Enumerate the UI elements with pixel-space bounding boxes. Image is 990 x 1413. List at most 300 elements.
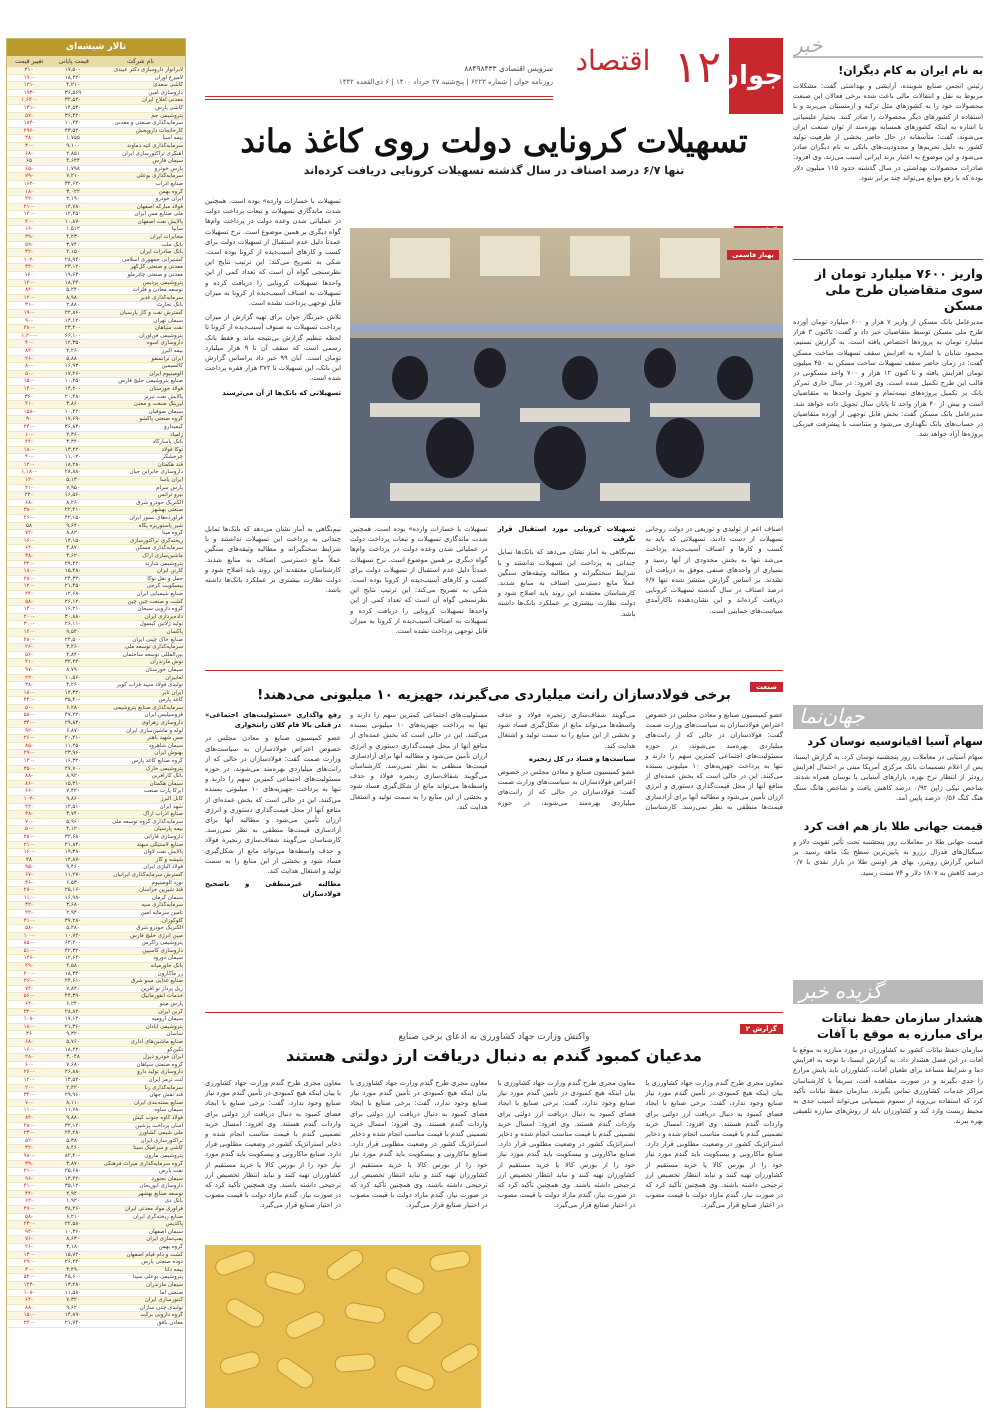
stock-change: -۴۱	[25, 401, 33, 408]
stock-price: ۱۰,۷۲۰	[64, 932, 82, 939]
stock-change: -۲۰۰	[23, 970, 35, 977]
stock-row	[7, 1009, 185, 1017]
stock-name: قند شیرین خراسان	[139, 887, 183, 894]
story2-body-text: عضو کمیسیون صنایع و معادن مجلس در خصوص اعتراض فولادسازان به سیاست‌های وزارت صمت گفت: فولادسازان در حالی که از رانت‌های میلیاردی بهره‌مند می‌شوند، در حوزه مسئولیت‌های اجتماعی کمترین سهم را دارند و تنها به پرداخت جهیزیه‌های ۱۰ میلیونی بسنده می‌کنند. این در حالی است که بخش عمده‌ای از منافع آنها از محل قیمت‌گذاری دستوری و انرژی ارزان تأمین می‌شود و مطالبه آنها برای آزادسازی قیمت‌ها منطقی به نظر نمی‌رسد. کارشناسان می‌گویند شفاف‌سازی زنجیره فولاد و حذف واسطه‌ها می‌تواند مانع از شکل‌گیری فساد شود و بخشی از این منابع را به سمت تولید و اشتغال هدایت کند.	[497, 711, 783, 811]
stock-price: ۲,۱۵۰	[66, 249, 80, 256]
stock-row	[7, 1130, 185, 1138]
page-number: ۱۲	[673, 42, 721, 93]
stock-change: -۹۷	[25, 666, 33, 673]
stock-change: ۶۵	[26, 158, 32, 165]
stock-name: سرمایه‌گذاری صنعتی و معدنی	[114, 120, 183, 127]
story2-sub1: رفع واگذاری «مسئولیت‌های اجتماعی» در قبلی بالا فام کلان رانتخواری	[205, 711, 341, 730]
stock-name: سیمان تهران	[153, 317, 183, 324]
stock-name: سیمان فارس	[152, 158, 183, 165]
stock-row	[7, 576, 185, 584]
stock-change: -۴۹	[25, 963, 33, 970]
stock-name: صنعتی بهشهر	[151, 507, 183, 514]
stock-row	[7, 1274, 185, 1282]
stock-name: پالایش نفت تبریز	[144, 393, 183, 400]
stock-change: -۳۸	[25, 682, 33, 689]
stock-change: -۱۰۸	[23, 1289, 35, 1296]
sidebar-report-head: گزیده خبر	[793, 980, 983, 1004]
stock-change: -۱۰۰	[23, 932, 35, 939]
stock-name: توسعه صنایع بهشهر	[137, 1190, 183, 1197]
stock-change: -۳۲	[25, 249, 33, 256]
stock-name: گلوکوزان	[162, 917, 183, 924]
stock-name: پتروشیمی فن‌آوران	[139, 332, 183, 339]
stock-price: ۲۳,۴۰۰	[64, 325, 82, 332]
stock-name: لامیرغ آوران	[154, 74, 183, 81]
story3-tag-label: گزارش ۲	[740, 1024, 783, 1034]
stock-row	[7, 485, 185, 493]
lead-body-4: نیم‌نگاهی به آمار نشان می‌دهد که بانک‌ها تمایل چندانی به پرداخت این تسهیلات نداشتند و با شرایط سختگیرانه و مطالبه وثیقه‌های سنگین عملاً مانع دسترسی اصناف به منابع شدند. کارشناسان معتقدند این روند باید اصلاح شود و دولت نظارت بیشتری بر عملکرد بانک‌ها داشته باشد.	[497, 548, 636, 618]
stock-row	[7, 697, 185, 705]
stock-change: -۴۴	[25, 439, 33, 446]
lead-subhead-2: تسهیلات کرونایی مورد استقبال قرار نگرفت	[497, 525, 636, 544]
stock-name: شهد ایران	[159, 803, 183, 810]
stock-price: ۲۶,۱۱۰	[64, 621, 82, 628]
stock-price: ۱۳,۲۸۰	[64, 1282, 82, 1288]
stock-name: صنعتی آما	[159, 1289, 183, 1296]
stock-row	[7, 219, 185, 227]
stock-price: ۲۶,۸۸۰	[64, 1069, 82, 1076]
stock-name: پتروشیمی آبادان	[145, 1023, 183, 1030]
photo-credit-label: بهناز قاسمی	[727, 250, 779, 260]
stock-name: صنایع آذرآب	[155, 180, 183, 187]
stock-row	[7, 272, 185, 280]
stock-row	[7, 120, 185, 128]
stock-change: -۱۶۰	[23, 537, 35, 544]
sidebar-item-3-title: سهام آسیا اقیانوسیه نوسان کرد	[807, 735, 983, 748]
stock-change: -۲۲۰	[23, 1319, 35, 1326]
stock-price: ۱۶,۲۱۰	[64, 606, 82, 613]
stock-change: -۱۳۰	[23, 1251, 35, 1258]
story3-left-column	[205, 1078, 341, 1238]
stock-name: سرمایه‌گذاری توسعه ملی	[124, 644, 183, 651]
stock-name: صنایع خاک چینی ایران	[132, 636, 183, 643]
stock-change: -۱۲۰	[23, 279, 35, 286]
stock-name: سرمایه‌گذاری مسکن	[135, 545, 183, 552]
stock-name: گروه مپنا	[162, 530, 183, 537]
stock-change: -۲۰	[25, 1084, 33, 1091]
stock-row	[7, 545, 185, 553]
stock-row	[7, 1100, 185, 1108]
stock-name: بانک کارآفرین	[151, 773, 183, 780]
stock-price: ۱۱,۷۸۰	[64, 1107, 82, 1114]
stock-price: ۱۵,۳۱۰	[64, 780, 82, 787]
stock-row	[7, 363, 185, 371]
stock-price: ۸,۹۸۰	[66, 294, 80, 301]
stock-price: ۱۲,۳۵۰	[64, 340, 82, 347]
stock-row	[7, 1016, 185, 1024]
stock-price: ۵,۲۴۰	[66, 287, 80, 294]
stock-price: ۷,۲۱۰	[66, 173, 80, 180]
stock-price: ۱۶,۹۳۰	[64, 363, 82, 370]
stock-price: ۱۲,۶۸۰	[64, 590, 82, 597]
stock-name: پتروشیمی جم	[151, 112, 183, 119]
stock-price: ۳۲,۲۴۰	[64, 659, 82, 666]
stock-price: ۲۶,۱۲۰	[64, 598, 82, 605]
stock-price: ۱۱,۵۸۰	[64, 1289, 82, 1296]
stock-change: -۵۸	[25, 1213, 33, 1220]
stock-name: پاکدیس	[165, 1221, 183, 1228]
stock-name: سرمایه‌گذاری غدیر	[140, 294, 183, 301]
stock-change: -۹۲	[25, 727, 33, 734]
stock-change: ۱۶۰	[24, 272, 34, 279]
stock-price: ۷,۸۴۰	[66, 985, 80, 992]
sidebar-item-4-body: قیمت جهانی طلا در معاملات روز پنجشنبه تحت تأثیر تقویت دلار و سیگنال‌های فدرال رزرو به پایین‌ترین سطح یک ماهه رسید. بر اساس گزارش رویترز، بهای هر اونس طلا در بازار نقدی با ۰/۷ درصد کاهش به ۱۸۰۷ دلار و ۷۴ سنت رسید.	[793, 838, 983, 877]
stock-change: -۶۴	[25, 1297, 33, 1304]
stock-change: -۱۱۰	[23, 894, 35, 901]
stock-price: ۳۴,۶۲۰	[64, 180, 82, 187]
stock-name: ایران یاسا	[160, 477, 183, 484]
stock-change: -۳۴۰	[23, 1092, 35, 1099]
stock-change: -۶۴	[25, 1001, 33, 1008]
stock-change: -۴۰	[25, 218, 33, 225]
stock-price: ۱۱,۰۲۰	[64, 454, 82, 461]
issue-info: روزنامه جوان | شماره ۶۲۲۳ | پنج‌شنبه ۲۷ خرداد ۱۴۰۰ | ۶ ذی‌القعده ۱۴۴۲	[338, 78, 553, 86]
stock-price: ۲۰,۴۱۰	[64, 735, 82, 742]
stock-name: پالایش نفت لاوان	[143, 849, 183, 856]
stock-change: ۹۰	[26, 416, 32, 423]
stock-name: لنت ترمز ایران	[148, 1076, 183, 1083]
stock-row	[7, 310, 185, 318]
stock-row	[7, 583, 185, 591]
stock-price: ۲۴,۵۰۰	[64, 636, 82, 643]
stock-price: ۷,۹۵۰	[66, 484, 80, 491]
stock-row	[7, 204, 185, 212]
stock-name: سیمان شاهرود	[148, 742, 183, 749]
stock-price: ۸,۱۱۰	[66, 1099, 80, 1106]
stock-name: پالایش نفت اصفهان	[137, 218, 183, 225]
stock-price: ۱,۷۵۵	[66, 135, 80, 142]
stock-change: -۸۵	[25, 742, 33, 749]
stock-name: کاغذ پارس	[158, 697, 183, 704]
stock-row	[7, 394, 185, 402]
stock-row	[7, 834, 185, 842]
stock-row	[7, 166, 185, 174]
lead-subtitle: تنها ۶/۷ درصد اصناف در سال گذشته تسهیلات کرونایی دریافت کرده‌اند	[303, 164, 685, 177]
stock-price: ۴,۲۶۰	[66, 347, 80, 354]
stock-name: حمل و نقل توکا	[147, 575, 183, 582]
stock-change: -۱۵۸	[23, 408, 35, 415]
stock-row	[7, 667, 185, 675]
stock-price: ۱۸,۳۴۰	[64, 970, 82, 977]
stock-change: -۱,۱۸۰	[21, 469, 37, 476]
factory-photo	[350, 228, 783, 518]
stock-col-name: نام شرکت	[126, 58, 155, 65]
photo-credit	[727, 242, 779, 261]
stock-row	[7, 720, 185, 728]
stock-table-title: تالار شیشه‌ای	[7, 39, 185, 56]
stock-row	[7, 1252, 185, 1260]
stock-name: گروه صنایع کاغذ پارس	[131, 758, 183, 765]
stock-change: -۴۱	[25, 659, 33, 666]
stock-change: -۳۰۰	[23, 621, 35, 628]
stock-name: کارخانجات داروپخش	[135, 127, 183, 134]
stock-row	[7, 682, 185, 690]
stock-row	[7, 189, 185, 197]
stock-name: پارس مینو	[159, 1001, 183, 1008]
stock-row	[7, 325, 185, 333]
stock-name: فولاد کاوه جنوب کیش	[132, 1114, 183, 1121]
stock-name: صنایع ماشین‌های اداری	[130, 1039, 183, 1045]
sidebar-item-5-title: هشدار سازمان حفظ نباتات برای مبارزه به موقع با آفات	[816, 1011, 983, 1041]
stock-price: ۱۷,۲۶۰	[64, 370, 82, 377]
stock-name: کشت و دام قیام اصفهان	[126, 1251, 183, 1258]
stock-change: -۴۱	[25, 484, 33, 491]
stock-price: ۱۴,۸۷۰	[64, 856, 82, 863]
stock-change: -۴۰	[25, 340, 33, 347]
stock-name: سیمان بجنورد	[151, 1175, 183, 1182]
stock-change: -۴۸۰	[23, 636, 35, 643]
stock-price: ۲۱,۷۴۰	[64, 1319, 82, 1326]
stock-name: نیرو ترانس	[157, 492, 183, 499]
masthead-rule	[205, 96, 553, 100]
stock-row	[7, 151, 185, 159]
stock-price: ۷,۶۸۰	[66, 1061, 80, 1068]
stock-row	[7, 621, 185, 629]
stock-row	[7, 90, 185, 98]
stock-change: -۳۸	[25, 135, 33, 142]
stock-change: ۲۲۰	[24, 492, 34, 499]
stock-name: لابراتوار داروسازی دکتر عبیدی	[113, 67, 183, 73]
stock-price: ۲۹,۹۶۰	[64, 1092, 82, 1099]
stock-table-body	[7, 67, 185, 1328]
stock-row	[7, 712, 185, 720]
story2-headline: برخی فولادسازان رانت میلیاردی می‌گیرند، جهیزیه ۱۰ میلیونی می‌دهند!	[257, 687, 731, 703]
stock-row	[7, 705, 185, 713]
stock-change: -۵۶	[25, 651, 33, 658]
stock-price: ۳,۸۶۰	[66, 401, 80, 408]
stock-change: -۶۸	[25, 499, 33, 506]
stock-row	[7, 1229, 185, 1237]
stock-price: ۱۴,۱۲۰	[64, 317, 82, 324]
stock-name: فولاد خوزستان	[149, 385, 183, 392]
stock-row	[7, 675, 185, 683]
stock-price: ۱۴,۴۲۰	[64, 1175, 82, 1182]
stock-name: گروه دارویی برکت	[140, 1312, 183, 1319]
stock-name: کیمیدارو	[164, 423, 183, 430]
stock-change: -۷۰	[25, 818, 33, 825]
stock-row	[7, 264, 185, 272]
stock-price: ۲۴,۶۱۰	[64, 978, 82, 985]
stock-price: ۱۷,۵۰۰	[64, 67, 82, 73]
stock-price: ۲۱,۳۶۰	[64, 1023, 82, 1030]
stock-change: -۵۰	[25, 704, 33, 711]
lead-body-1-cont: تسهیلات با خسارات وارده» بوده است. همچنین شدت ماندگاری تسهیلات و تبعات پرداخت دولت در عملیاتی شدن وعده دولت در پرداخت وام‌ها گواه دیگری بر همین موضوع است. نرخ تسهیلات عمدتاً دلیل عدم استقبال از تسهیلات دولت برای کسب و کارهای آسیب‌دیده از کرونا بوده است. شکی به تصریح می‌کند: این ترتیب نتایج این نظرسنجی گواه آن است که تعداد کمی از این واحدها تسهیلات کرونایی را دریافت کرده و تسهیلات به اصناف آسیب‌دیده از کرونا به میزان قابل توجهی پرداخت نشده است.	[350, 525, 488, 636]
stock-change: -۲۶۰	[23, 1069, 35, 1076]
stock-change: -۱۲۰	[23, 211, 35, 218]
stock-change: -۴۴۰	[23, 697, 35, 704]
stock-row	[7, 826, 185, 834]
stock-row	[7, 1085, 185, 1093]
stock-name: خدمات انفورماتیک	[141, 993, 183, 1000]
stock-row	[7, 211, 185, 219]
stock-change: -۳۲۰	[23, 1008, 35, 1015]
stock-price: ۶,۵۳۰	[66, 879, 80, 886]
stock-price: ۱,۹۲۰	[66, 1198, 80, 1205]
stock-price: ۲,۴۲۰	[66, 1084, 80, 1091]
stock-name: پتروشیمی زاگرس	[141, 940, 183, 947]
stock-price: ۴,۵۸۰	[66, 963, 80, 970]
stock-name: الکتریک خودرو شرق	[136, 925, 183, 932]
stock-price: ۱۰,۳۶۰	[64, 1228, 82, 1235]
stock-name: کاشی و سرامیک سینا	[133, 1145, 183, 1152]
stock-change: -۱۶۰	[23, 1046, 35, 1053]
stock-name: بانک پاسارگاد	[152, 439, 183, 446]
stock-change: -۲۶	[25, 644, 33, 651]
stock-price: ۴,۱۲۰	[66, 826, 80, 833]
stock-row	[7, 1176, 185, 1184]
stock-price: ۹,۶۲۰	[66, 1304, 80, 1311]
stock-price: ۱۴,۲۰۰	[64, 385, 82, 392]
stock-price: ۳۵,۱۲۰	[64, 1183, 82, 1190]
stock-price: ۵,۷۶۰	[66, 1039, 80, 1045]
stock-change: -۸۴	[25, 287, 33, 294]
stock-name: لعابیران	[165, 674, 183, 681]
stock-name: فرآوری مواد معدنی ایران	[124, 1206, 183, 1213]
stock-price: ۲۲,۵۸۰	[64, 1221, 82, 1228]
story2-body-text-2: عضو کمیسیون صنایع و معادن مجلس در خصوص اعتراض فولادسازان به سیاست‌های وزارت صمت گفت: فولادسازان در حالی که از رانت‌های میلیاردی بهره‌مند می‌شوند، در حوزه مسئولیت‌های اجتماعی کمترین سهم را دارند و تنها به پرداخت جهیزیه‌های ۱۰ میلیونی بسنده می‌کنند. این در حالی است که بخش عمده‌ای از منافع آنها از محل قیمت‌گذاری دستوری و انرژی ارزان تأمین می‌شود و مطالبه آنها برای آزادسازی قیمت‌ها منطقی به نظر نمی‌رسد. کارشناسان می‌گویند شفاف‌سازی زنجیره فولاد و حذف واسطه‌ها می‌تواند مانع از شکل‌گیری فساد شود و بخشی از این منابع را به سمت تولید و اشتغال هدایت کند.	[350, 711, 636, 811]
stock-change: -۲۹۶	[23, 127, 35, 134]
stock-row	[7, 348, 185, 356]
stock-change: -۱۶۲	[23, 180, 35, 187]
stock-change: -۲۲	[25, 674, 33, 681]
stock-row	[7, 538, 185, 546]
stock-price: ۶۴,۲۰۰	[64, 940, 82, 947]
stock-change: -۶۴	[25, 545, 33, 552]
stock-name: صنایع لاستیکی سهند	[136, 841, 183, 848]
stock-name: گروه دارویی سبحان	[137, 606, 183, 613]
stock-row	[7, 67, 185, 75]
stock-row	[7, 796, 185, 804]
stock-price: ۲۹,۴۲۰	[64, 560, 82, 567]
stock-change: -۸۵۰	[23, 940, 35, 947]
stock-price: ۲۹,۸۴۰	[64, 720, 82, 727]
stock-change: -۳۰	[25, 1266, 33, 1273]
stock-change: -۲۸۰	[23, 575, 35, 582]
stock-price: ۳۶,۴۲۰	[64, 112, 82, 119]
stock-row	[7, 986, 185, 994]
stock-name: پاکسان	[166, 628, 183, 635]
stock-price: ۵,۱۳۰	[66, 477, 80, 484]
lead-body-3: اصناف اعم از تولیدی و توزیعی در دولت روحانی تسهیلات از دست دادند. تسهیلاتی که باید به کسب و کارها و اصناف آسیب‌دیده پرداخت می‌شد تنها به بخش محدودی از آنها رسید و بسیاری از واحدهای صنفی موفق به دریافت آن نشدند. بر اساس گزارش منتشر شده تنها ۶/۷ درصد اصناف در سال گذشته تسهیلات کرونایی دریافت کرده‌اند و این نشان‌دهنده ناکارآمدی سیاست‌های حمایتی است.	[645, 525, 783, 615]
stock-row	[7, 887, 185, 895]
stock-name: بیمه دانا	[164, 1266, 183, 1273]
stock-row	[7, 758, 185, 766]
stock-change: -۱۸	[25, 188, 33, 195]
stock-name: فروسیلیس ایران	[144, 712, 183, 719]
pasta-photo	[205, 1245, 481, 1408]
stock-name: ایرکا پارت صنعت	[143, 788, 183, 795]
stock-price: ۳,۰۲۲	[66, 188, 80, 195]
stock-row	[7, 386, 185, 394]
stock-row	[7, 728, 185, 736]
stock-change: -۱۸۰	[23, 446, 35, 453]
stock-row	[7, 1320, 185, 1328]
stock-name: کشت و صنعت چین چین	[127, 598, 183, 605]
stock-row	[7, 637, 185, 645]
stock-change: -۹۰	[25, 317, 33, 324]
stock-price: ۳,۴۹۰	[66, 1266, 80, 1273]
stock-price: ۵,۹۶۰	[66, 818, 80, 825]
stock-name: داروسازی فارابی	[144, 833, 183, 840]
stock-change: -۴۴	[25, 1190, 33, 1197]
stock-row	[7, 1138, 185, 1146]
stock-name: صنایع ریخته‌گری ایران	[133, 1213, 183, 1220]
story2-sub3: سیاست‌ها و فساد در کل زنجیره	[528, 754, 636, 763]
stock-row	[7, 242, 185, 250]
stock-row	[7, 1282, 185, 1290]
stock-name: داروسازی زهراوی	[141, 720, 183, 727]
stock-change: -۵۱۰	[23, 947, 35, 954]
stock-price: ۸,۸۲۰	[66, 530, 80, 537]
stock-price: ۴,۶۴۴	[66, 158, 80, 165]
stock-change: ۵۸	[26, 522, 32, 529]
stock-name: بیمه پارسیان	[154, 826, 183, 833]
stock-change: -۵۸	[25, 925, 33, 932]
sidebar-item-3-body: سهام آسیایی در معاملات روز پنجشنبه نوسان کرد. به گزارش ایسنا، پس از اعلام تصمیمات بانک مرکزی آمریکا مبنی بر احتمال افزایش زودتر از انتظار نرخ بهره، بازارهای آسیایی با نوسان همراه شدند. شاخص نیکی ژاپن ۰/۹۲ درصد کاهش یافت و شاخص هانگ سنگ هنگ کنگ ۰/۵۶ درصد پایین آمد.	[793, 753, 983, 802]
stock-row	[7, 629, 185, 637]
stock-name: تولیدی فولاد سپید فراب کویر	[116, 682, 183, 689]
stock-row	[7, 561, 185, 569]
stock-price: ۱۷,۶۹۰	[64, 416, 82, 423]
stock-price: ۳۲,۵۲۰	[64, 97, 82, 104]
stock-price: ۱۷,۱۴۰	[64, 1016, 82, 1023]
stock-name: ریخته‌گری تراکتورسازی	[129, 537, 183, 544]
stock-name: سایپا	[171, 226, 183, 233]
stock-name: قند هکمتان	[157, 461, 183, 468]
stock-change: -۱۴۰	[23, 758, 35, 765]
stock-price: ۱۰,۵۶۰	[64, 674, 82, 681]
stock-price: ۳,۸۷۰	[66, 1160, 80, 1167]
stock-name: ایران خودرو	[155, 196, 183, 203]
stock-name: نفت پارس	[158, 1168, 183, 1175]
stock-change: -۱۲۰	[23, 1076, 35, 1083]
pasta-photo-illustration	[205, 1245, 481, 1408]
stock-price: ۲۱,۴۵۰	[64, 583, 82, 590]
stock-row	[7, 880, 185, 888]
stock-price: ۴۴,۳۹۰	[64, 993, 82, 1000]
story3-body-text-3: معاون مجری طرح گندم وزارت جهاد کشاورزی با بیان اینکه هیچ کمبودی در تأمین گندم مورد نیاز صنایع وجود ندارد، گفت: برخی صنایع با ایجاد فضای کمبود به دنبال دریافت ارز دولتی برای واردات گندم هستند. وی افزود: امسال خرید تضمینی گندم با قیمت مناسب انجام شده و ذخایر استراتژیک کشور در وضعیت مطلوبی قرار دارد. صنایع ماکارونی و بیسکویت باید گندم مورد نیاز خود را از بورس کالا یا خرید مستقیم از کشاورزان تهیه کنند و نباید انتظار تخصیص ارز ترجیحی داشته باشند. وی همچنین تأکید کرد که در صورت نیاز، گندم مازاد دولت با قیمت مصوب در اختیار صنایع قرار می‌گیرد.	[350, 1079, 488, 1210]
stock-row	[7, 978, 185, 986]
stock-price: ۲۳,۹۶۰	[64, 750, 82, 757]
stock-row	[7, 872, 185, 880]
sidebar-item-2-title: واریز ۷۶۰۰ میلیارد تومان از سوی متقاضیان طرح ملی مسکن	[814, 266, 983, 313]
stock-row	[7, 773, 185, 781]
stock-name: کاشی پارس	[155, 104, 183, 111]
stock-row	[7, 788, 185, 796]
stock-change: -۸۰	[25, 363, 33, 370]
stock-change: -۱۲۰	[23, 628, 35, 635]
sidebar-news-head: خبر	[793, 34, 983, 58]
stock-row	[7, 135, 185, 143]
stock-row	[7, 469, 185, 477]
stock-name: معدنی و صنعتی گل‌گهر	[130, 264, 183, 271]
stock-row	[7, 1031, 185, 1039]
stock-name: کنتورسازی ایران	[144, 1297, 183, 1304]
stock-name: مخابرات ایران	[150, 234, 183, 241]
stock-change: -۲۹۰	[23, 1259, 35, 1266]
stock-change: -۵۹	[25, 241, 33, 248]
stock-change: -۱۰۲	[23, 256, 35, 263]
stock-change: -۴۱۰	[23, 1183, 35, 1190]
stock-change: -۸۸	[25, 1304, 33, 1311]
stock-row	[7, 173, 185, 181]
stock-price: ۹,۸۶۰	[66, 796, 80, 802]
stock-name: گروه صنعتی پاکشو	[139, 416, 183, 423]
